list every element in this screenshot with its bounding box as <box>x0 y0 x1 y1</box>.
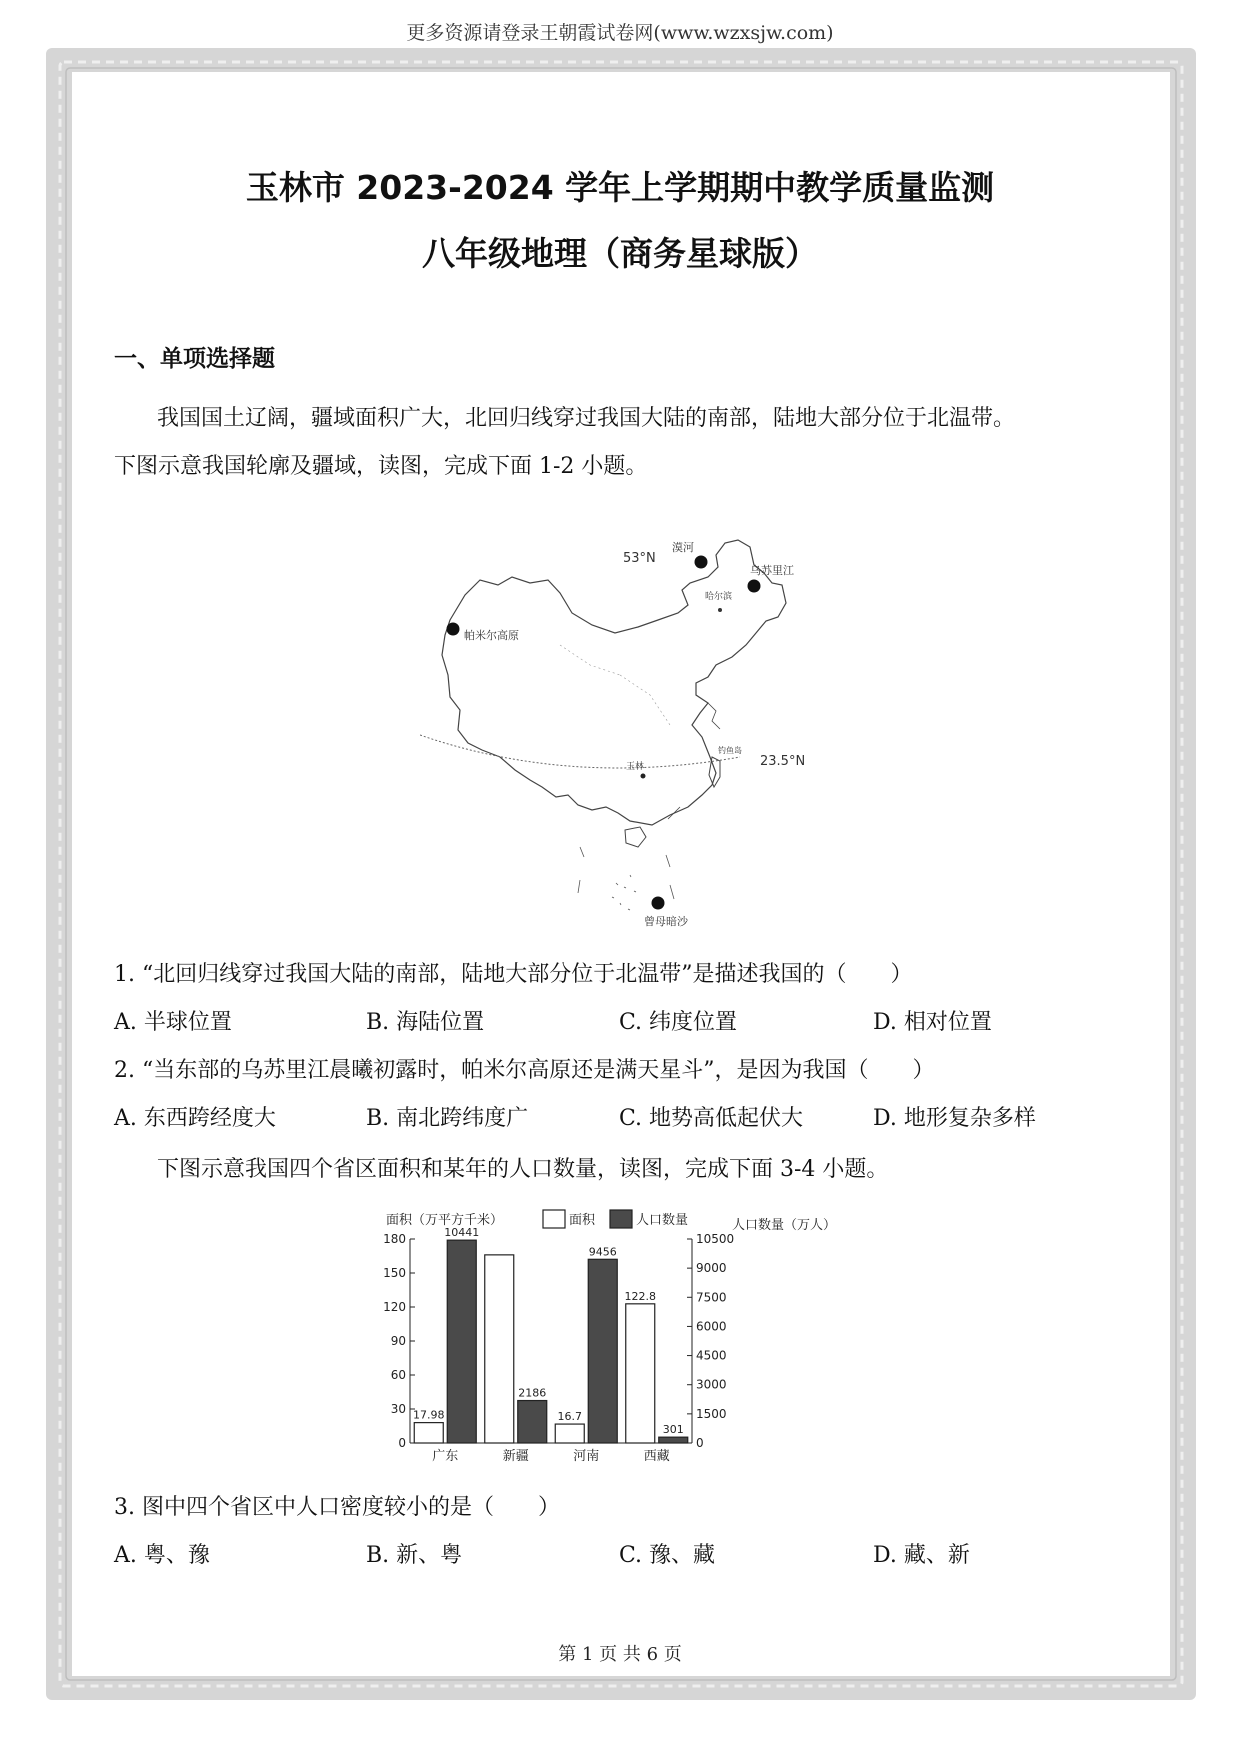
tropic-line <box>420 735 740 768</box>
question-2-option-a[interactable]: A. 东西跨经度大 <box>114 1106 276 1131</box>
right-tick-label-5: 7500 <box>696 1290 727 1305</box>
chart-ylabel-left: 面积（万平方千米） <box>386 1213 504 1228</box>
zengmu-dot <box>652 897 665 910</box>
bar-area-2 <box>555 1424 584 1443</box>
right-tick-label-6: 9000 <box>696 1261 727 1276</box>
taiwan-island <box>709 757 720 787</box>
label-zengmu: 曾母暗沙 <box>644 915 688 928</box>
label-pamir: 帕米尔高原 <box>464 629 519 642</box>
question-3-stem: 3. 图中四个省区中人口密度较小的是（ ） <box>114 1495 560 1520</box>
bar-label-population-3: 301 <box>662 1423 684 1437</box>
bar-label-area-0: 17.98 <box>413 1408 445 1422</box>
right-tick-label-3: 4500 <box>696 1348 727 1363</box>
category-label-2: 河南 <box>573 1449 600 1464</box>
right-tick-label-4: 6000 <box>696 1319 727 1334</box>
question-1-option-b[interactable]: B. 海陆位置 <box>366 1010 485 1035</box>
section-heading: 一、单项选择题 <box>114 346 275 372</box>
bar-population-2 <box>588 1259 617 1443</box>
left-tick-label-5: 150 <box>383 1266 406 1280</box>
chart-ylabel-right: 人口数量（万人） <box>732 1218 837 1233</box>
right-tick-label-1: 1500 <box>696 1406 727 1421</box>
bar-label-population-1: 2186 <box>518 1386 547 1400</box>
harbin-dot <box>718 608 722 612</box>
bar-population-1 <box>518 1401 547 1443</box>
left-tick-label-0: 0 <box>398 1436 406 1450</box>
bar-area-1 <box>485 1255 514 1443</box>
category-label-1: 新疆 <box>502 1449 529 1464</box>
left-tick-label-1: 30 <box>390 1402 406 1416</box>
legend-area-swatch <box>543 1210 565 1228</box>
bar-population-3 <box>659 1437 688 1443</box>
left-tick-label-3: 90 <box>390 1334 406 1348</box>
bar-label-population-2: 9456 <box>588 1245 617 1259</box>
page-number: 第 1 页 共 6 页 <box>558 1644 682 1665</box>
question-2-option-d[interactable]: D. 地形复杂多样 <box>873 1106 1036 1131</box>
bar-label-population-0: 10441 <box>444 1226 480 1240</box>
yulin-dot <box>641 774 646 779</box>
label-53n: 53°N <box>623 551 656 566</box>
bar-area-0 <box>414 1423 443 1443</box>
label-wusuli: 乌苏里江 <box>750 564 794 577</box>
intro-line-1: 我国国土辽阔，疆域面积广大，北回归线穿过我国大陆的南部，陆地大部分位于北温带。 <box>157 406 1016 431</box>
legend-pop-label: 人口数量 <box>636 1213 689 1228</box>
bar-area-3 <box>626 1304 655 1443</box>
china-outline <box>442 540 786 825</box>
label-mohe: 漠河 <box>672 541 694 554</box>
bar-population-0 <box>447 1240 476 1443</box>
category-label-0: 广东 <box>432 1449 459 1464</box>
question-1-option-c[interactable]: C. 纬度位置 <box>619 1010 738 1035</box>
exam-subtitle: 八年级地理（商务星球版） <box>422 234 818 273</box>
wusuli-dot <box>748 580 761 593</box>
area-population-chart <box>380 1205 860 1470</box>
question-1-option-d[interactable]: D. 相对位置 <box>873 1010 992 1035</box>
label-tropic: 23.5°N <box>760 754 806 769</box>
left-tick-label-6: 180 <box>383 1232 406 1246</box>
mohe-dot <box>695 556 708 569</box>
china-map <box>420 525 840 935</box>
pamir-dot <box>447 623 460 636</box>
bar-label-area-2: 16.7 <box>557 1410 582 1424</box>
question-1-stem: 1. “北回归线穿过我国大陆的南部，陆地大部分位于北温带”是描述我国的（ ） <box>114 962 913 987</box>
legend-pop-swatch <box>610 1210 632 1228</box>
legend-area-label: 面积 <box>569 1213 596 1228</box>
question-2-option-b[interactable]: B. 南北跨纬度广 <box>366 1106 529 1131</box>
intro-2: 下图示意我国四个省区面积和某年的人口数量，读图，完成下面 3-4 小题。 <box>157 1157 889 1182</box>
left-tick-label-4: 120 <box>383 1300 406 1314</box>
question-3-option-b[interactable]: B. 新、粤 <box>366 1543 463 1568</box>
question-3-option-a[interactable]: A. 粤、豫 <box>114 1543 210 1568</box>
question-3-option-d[interactable]: D. 藏、新 <box>873 1543 970 1568</box>
question-3-option-c[interactable]: C. 豫、藏 <box>619 1543 716 1568</box>
bar-label-area-3: 122.8 <box>624 1289 656 1303</box>
question-1-option-a[interactable]: A. 半球位置 <box>114 1010 232 1035</box>
right-tick-label-7: 10500 <box>696 1232 735 1246</box>
label-yulin: 玉林 <box>626 762 645 772</box>
right-tick-label-0: 0 <box>696 1436 704 1450</box>
intro-line-2: 下图示意我国轮廓及疆域，读图，完成下面 1-2 小题。 <box>114 454 648 479</box>
question-2-option-c[interactable]: C. 地势高低起伏大 <box>619 1106 804 1131</box>
exam-title: 玉林市 2023-2024 学年上学期期中教学质量监测 <box>245 168 995 207</box>
question-2-stem: 2. “当东部的乌苏里江晨曦初露时，帕米尔高原还是满天星斗”，是因为我国（ ） <box>114 1058 935 1083</box>
category-label-3: 西藏 <box>643 1449 670 1464</box>
label-harbin: 哈尔滨 <box>705 592 733 602</box>
right-tick-label-2: 3000 <box>696 1377 727 1392</box>
hainan-island <box>625 827 646 847</box>
left-tick-label-2: 60 <box>390 1368 406 1382</box>
site-link[interactable]: 更多资源请登录王朝霞试卷网(www.wzxsjw.com) <box>406 22 834 44</box>
label-diaoyu: 钓鱼岛 <box>718 746 742 755</box>
